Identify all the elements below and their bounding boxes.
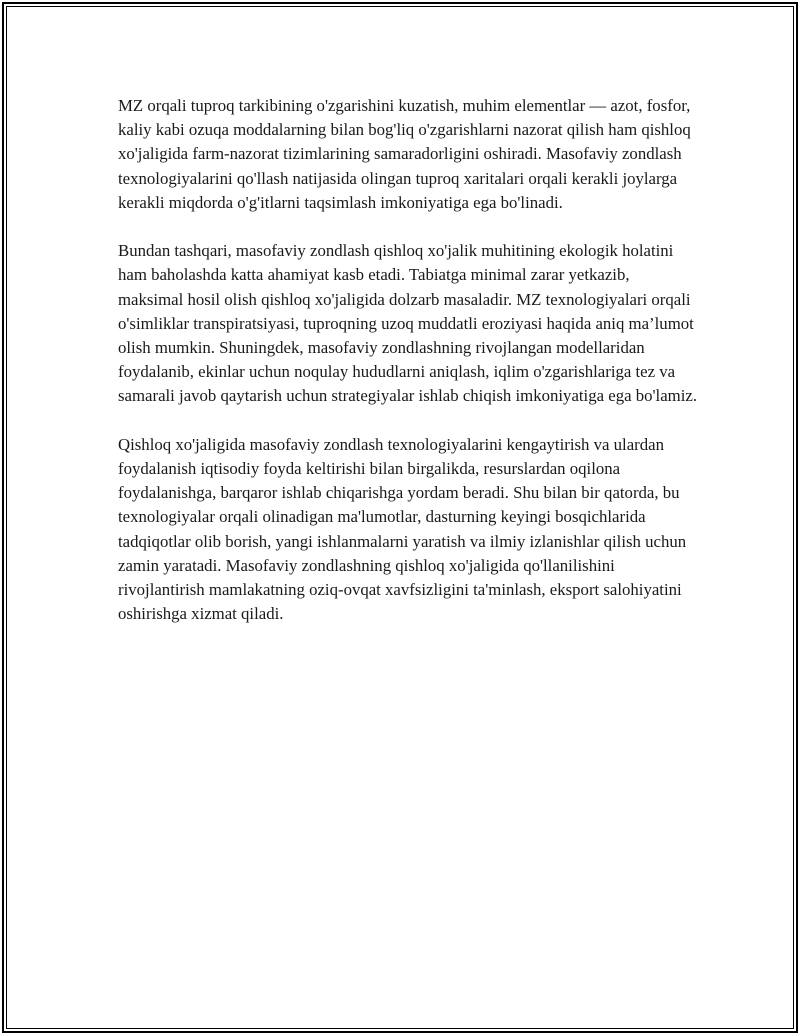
paragraph-3: Qishloq xo'jaligida masofaviy zondlash texnologiyalarini kengaytirish va ulardan foydalanish iqtisodiy foyda keltirishi bilan birgalikda, resurslardan oqilona foydalanishga, barqaror ishlab chiqarishga yordam beradi. Shu bilan bir qatorda, bu texnologiyalar orqali olinadigan ma'lumotlar, dasturning keyingi bosqichlarida tadqiqotlar olib borish, yangi ishlanmalarni yaratish va ilmiy izlanishlar qilish uchun zamin yaratadi. Masofaviy zondlashning qishloq xo'jaligida qo'llanilishini rivojlantirish mamlakatning oziq-ovqat xavfsizligini ta'minlash, eksport salohiyatini oshirishga xizmat qiladi. (118, 434, 687, 624)
paragraph-1: MZ orqali tuproq tarkibining o'zgarishini kuzatish, muhim elementlar — azot, fosfor, kaliy kabi ozuqa moddalarning bilan bog'liq o'zgarishlarni nazorat qilish ham qishloq xo'jaligida farm-nazorat tizimlarining samaradorligini oshiradi. Masofaviy zondlash texnologiyalarini qo'llash natijasida olingan tuproq xaritalari orqali kerakli joylarga kerakli miqdorda o'g'itlarni taqsimlash imkoniyatiga ega bo'linadi. (118, 96, 691, 212)
document-body (118, 94, 698, 651)
paragraph-2: Bundan tashqari, masofaviy zondlash qishloq xo'jalik muhitining ekologik holatini ham baholashda katta ahamiyat kasb etadi. Tabiatga minimal zarar yetkazib, maksimal hosil olish qishloq xo'jaligida dolzarb masaladir. MZ texnologiyalari orqali o'simliklar transpiratsiyasi, tuproqning uzoq muddatli eroziyasi haqida aniq ma’lumot olish mumkin. Shuningdek, masofaviy zondlashning rivojlangan modellaridan foydalanib, ekinlar uchun noqulay hududlarni aniqlash, iqlim o'zgarishlariga tez va samarali javob qaytarish uchun strategiyalar ishlab chiqish imkoniyatiga ega bo'lamiz. (118, 241, 698, 406)
